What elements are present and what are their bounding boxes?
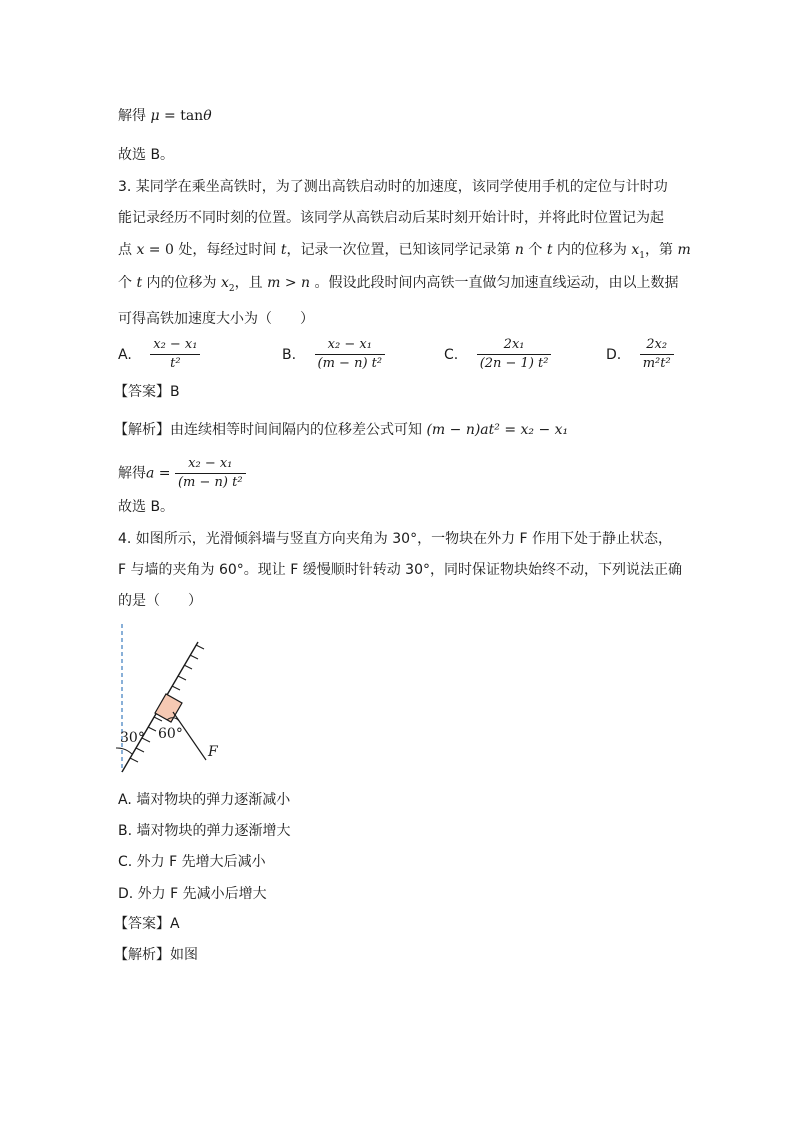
q3-stem-line-1: 3. 某同学在乘坐高铁时，为了测出高铁启动时的加速度，该同学使用手机的定位与计时功: [118, 179, 668, 195]
q3-solution-line: 解得a = $\frac{\text{x₂ − x₁}}{\text{(m − n) t²}}$: [118, 456, 246, 490]
q3-option-b[interactable]: B. $\frac{\text{x₂ − x₁}}{\text{(m − n) t²}}$: [282, 337, 385, 372]
wall-angle-arc: [116, 748, 132, 754]
q3-stem-line-4: 个 t 内的位移为 $x_2$，且 m > n 。假设此段时间内高铁一直做匀加速直线运动，由以上数据: [118, 275, 679, 294]
q4-stem-line-3: 的是（ ）: [118, 593, 202, 609]
q4-analysis-line: 【解析】如图: [114, 947, 198, 963]
q3-analysis-formula: (m − n)at² = x₂ − x₁: [426, 422, 569, 438]
q4-option-c[interactable]: C. 外力 F 先增大后减小: [118, 854, 266, 870]
q4-option-a[interactable]: A. 墙对物块的弹力逐渐减小: [118, 792, 291, 808]
q3-choice-line: 故选 B。: [118, 499, 175, 515]
q3-stem-line-3: 点 x = 0 处，每经过时间 t，记录一次位置，已知该同学记录第 n 个 t 内的位移为 $x_1$，第 m: [118, 242, 691, 261]
force-label: F: [208, 744, 218, 760]
q3-option-d[interactable]: D. $\frac{\text{2x₂}}{\text{m²t²}}$: [606, 337, 674, 372]
q3-option-a-fraction: $\frac{\text{x₂ − x₁}}{\text{t²}}$: [150, 337, 200, 372]
wall-angle-label: 30°: [120, 730, 145, 746]
q4-stem-line-1: 4. 如图所示，光滑倾斜墙与竖直方向夹角为 30°，一物块在外力 F 作用下处于静止状态，: [118, 531, 673, 547]
q3-option-c-fraction: $\frac{\text{2x₁}}{\text{(2n − 1) t²}}$: [477, 337, 552, 372]
q4-option-d[interactable]: D. 外力 F 先减小后增大: [118, 886, 267, 902]
force-angle-label: 60°: [158, 726, 183, 742]
q3-option-b-fraction: $\frac{\text{x₂ − x₁}}{\text{(m − n) t²}}$: [315, 337, 386, 372]
q3-stem-line-2: 能记录经历不同时刻的位置。该同学从高铁启动后某时刻开始计时，并将此时位置记为起: [118, 210, 664, 226]
prev-choice-line: 故选 B。: [118, 147, 175, 163]
q4-option-b[interactable]: B. 墙对物块的弹力逐渐增大: [118, 823, 291, 839]
q3-option-a[interactable]: A. $\frac{\text{x₂ − x₁}}{\text{t²}}$: [118, 337, 200, 372]
q4-answer-line: 【答案】A: [114, 916, 180, 932]
q3-option-d-fraction: $\frac{\text{2x₂}}{\text{m²t²}}$: [640, 337, 674, 372]
prev-solution-line: 解得 μ = tanθ: [118, 108, 212, 124]
q3-stem-line-5: 可得高铁加速度大小为（ ）: [118, 311, 314, 327]
q3-answer-line: 【答案】B: [114, 384, 180, 400]
block: [155, 694, 182, 722]
q3-solution-fraction: $\frac{\text{x₂ − x₁}}{\text{(m − n) t²}}$: [175, 456, 246, 491]
q3-answer-value: B: [170, 384, 180, 400]
q4-answer-value: A: [170, 916, 180, 932]
q3-analysis-line: 【解析】由连续相等时间间隔内的位移差公式可知 (m − n)at² = x₂ − x₁: [114, 422, 569, 438]
q4-stem-line-2: F 与墙的夹角为 60°。现让 F 缓慢顺时针转动 30°，同时保证物块始终不动，下列说法正确: [118, 562, 682, 578]
q4-figure: [110, 620, 240, 780]
q3-option-c[interactable]: C. $\frac{\text{2x₁}}{\text{(2n − 1) t²}}$: [444, 337, 551, 372]
